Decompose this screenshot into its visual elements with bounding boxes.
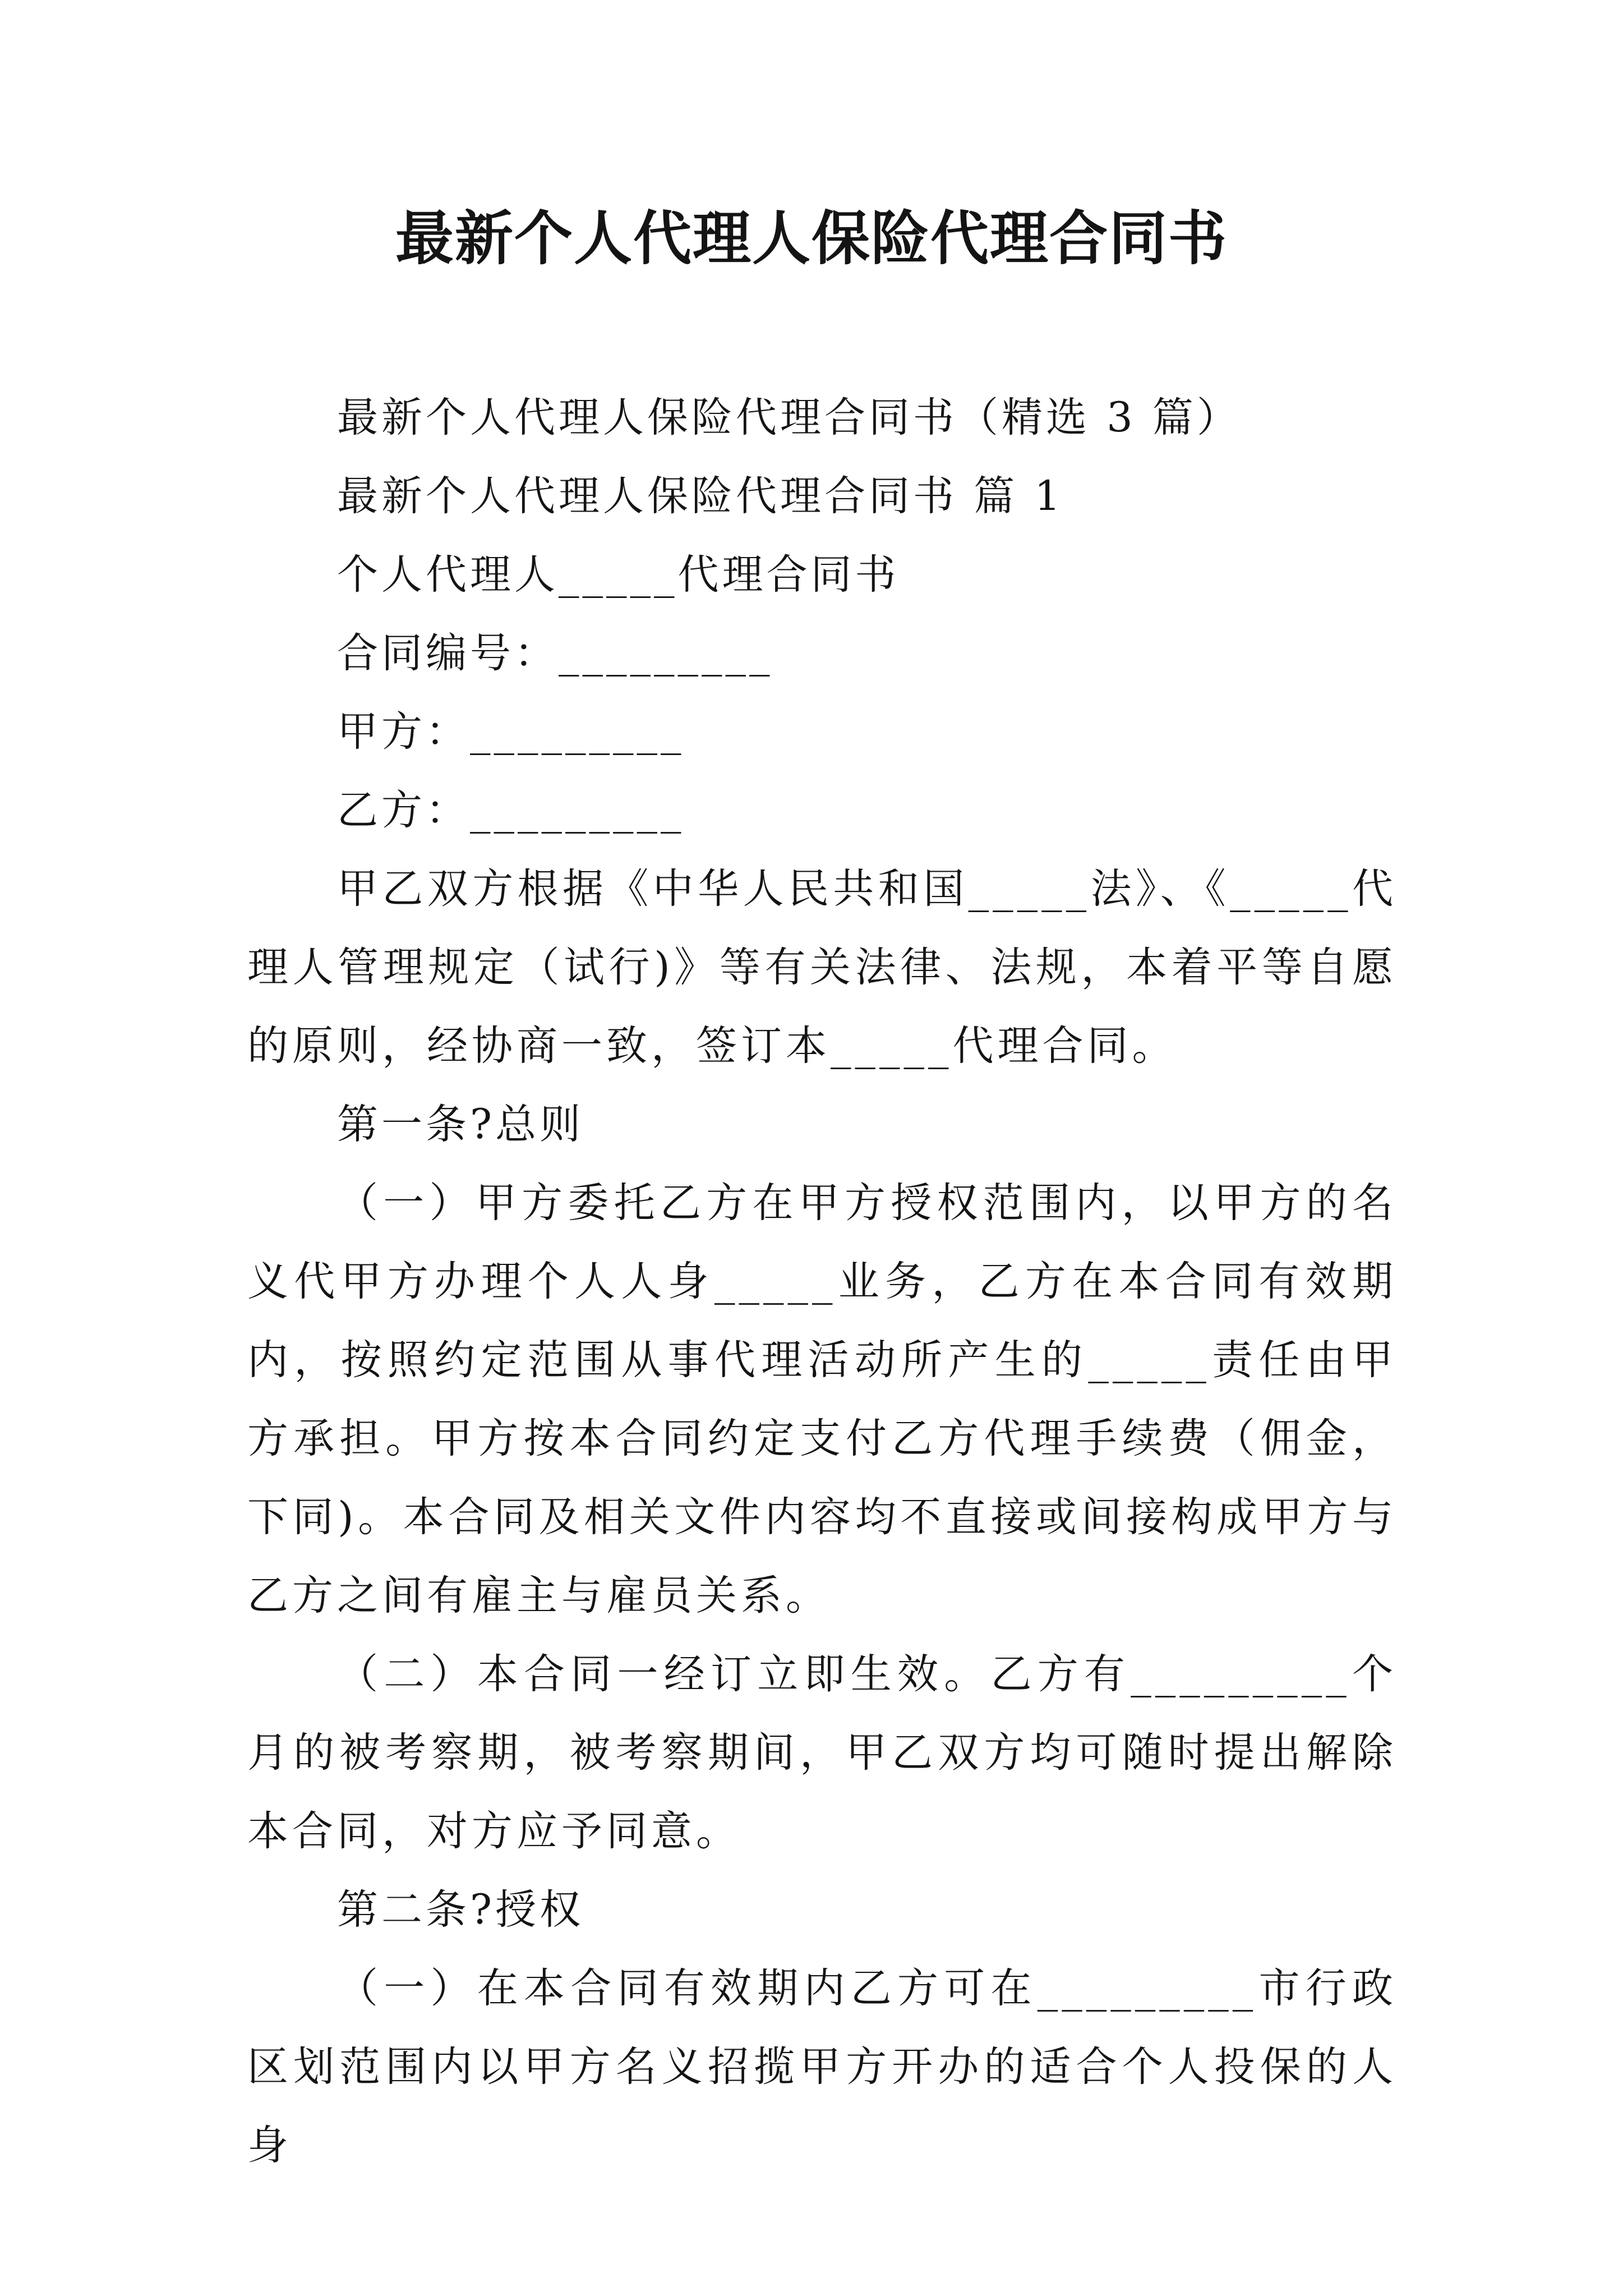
section-heading-part-1: 最新个人代理人保险代理合同书 篇 1	[337, 472, 1064, 520]
document-body	[247, 379, 1397, 2185]
article-2-clause-1: （一）在本合同有效期内乙方可在_________市行政区划范围内以甲方名义招揽甲方开办的适合个人投保的人身	[247, 1964, 1397, 2169]
article-1-clause-1: （一）甲方委托乙方在甲方授权范围内，以甲方的名义代甲方办理个人人身_____业务，乙方在本合同有效期内，按照约定范围从事代理活动所产生的_____责任由甲方承担。甲方按本合同约定支付乙方代理手续费（佣金，下同)。本合同及相关文件内容均不直接或间接构成甲方与乙方之间有雇主与雇员关系。	[247, 1179, 1397, 1619]
party-b-line: 乙方：_________	[337, 786, 685, 834]
contract-name-line: 个人代理人_____代理合同书	[337, 551, 900, 599]
contract-number-line: 合同编号：_________	[337, 629, 773, 677]
preamble-paragraph: 甲乙双方根据《中华人民共和国_____法》、《_____代理人管理规定（试行)》等有关法律、法规，本着平等自愿的原则，经协商一致，签订本_____代理合同。	[247, 865, 1397, 1070]
subtitle-selection: 最新个人代理人保险代理合同书（精选 3 篇）	[337, 394, 1241, 441]
document-title: 最新个人代理人保险代理合同书	[395, 204, 1228, 273]
article-1-clause-2: （二）本合同一经订立即生效。乙方有_________个月的被考察期，被考察期间，甲乙双方均可随时提出解除本合同，对方应予同意。	[247, 1650, 1397, 1855]
party-a-line: 甲方：_________	[337, 708, 685, 756]
article-2-heading: 第二条?授权	[337, 1886, 584, 1934]
article-1-heading: 第一条?总则	[337, 1101, 584, 1148]
